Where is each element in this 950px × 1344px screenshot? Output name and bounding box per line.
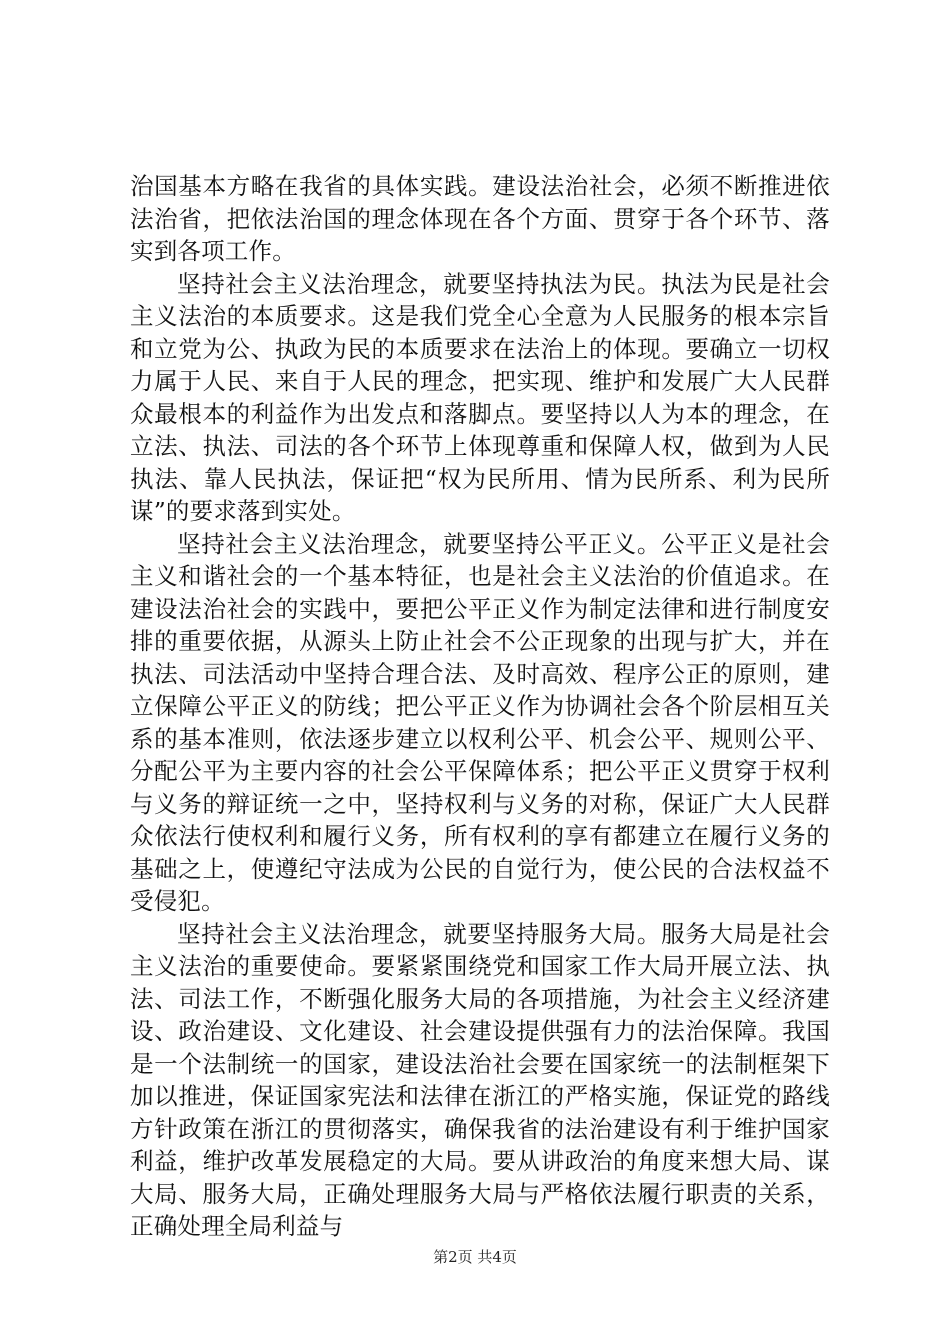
paragraph-law-enforcement-for-people: 坚持社会主义法治理念，就要坚持执法为民。执法为民是社会主义法治的本质要求。这是我们党全心全意为人民服务的根本宗旨和立党为公、执政为民的本质要求在法治上的体现。要确立一切权力属于人民、来自于人民的理念，把实现、维护和发展广大人民群众最根本的利益作为出发点和落脚点。要坚持以人为本的理念，在立法、执法、司法的各个环节上体现尊重和保障人权，做到为人民执法、靠人民执法，保证把“权为民所用、情为民所系、利为民所谋”的要求落到实处。 [130, 269, 830, 525]
document-body [130, 170, 830, 1243]
page-number-footer: 第2页 共4页 [433, 1248, 517, 1266]
paragraph-fairness-justice: 坚持社会主义法治理念，就要坚持公平正义。公平正义是社会主义和谐社会的一个基本特征，也是社会主义法治的价值追求。在建设法治社会的实践中，要把公平正义作为制定法律和进行制度安排的重要依据，从源头上防止社会不公正现象的出现与扩大，并在执法、司法活动中坚持合理合法、及时高效、程序公正的原则，建立保障公平正义的防线；把公平正义作为协调社会各个阶层相互关系的基本准则，依法逐步建立以权利公平、机会公平、规则公平、分配公平为主要内容的社会公平保障体系；把公平正义贯穿于权利与义务的辩证统一之中，坚持权利与义务的对称，保证广大人民群众依法行使权利和履行义务，所有权利的享有都建立在履行义务的基础之上，使遵纪守法成为公民的自觉行为，使公民的合法权益不受侵犯。 [130, 529, 830, 915]
paragraph-continued: 治国基本方略在我省的具体实践。建设法治社会，必须不断推进依法治省，把依法治国的理念体现在各个方面、贯穿于各个环节、落实到各项工作。 [130, 172, 830, 265]
paragraph-serve-overall-situation: 坚持社会主义法治理念，就要坚持服务大局。服务大局是社会主义法治的重要使命。要紧紧围绕党和国家工作大局开展立法、执法、司法工作，不断强化服务大局的各项措施，为社会主义经济建设、政治建设、文化建设、社会建设提供强有力的法治保障。我国是一个法制统一的国家，建设法治社会要在国家统一的法制框架下加以推进，保证国家宪法和法律在浙江的严格实施，保证党的路线方针政策在浙江的贯彻落实，确保我省的法治建设有利于维护国家利益，维护改革发展稳定的大局。要从讲政治的角度来想大局、谋大局、服务大局，正确处理服务大局与严格依法履行职责的关系，正确处理全局利益与 [130, 919, 830, 1240]
